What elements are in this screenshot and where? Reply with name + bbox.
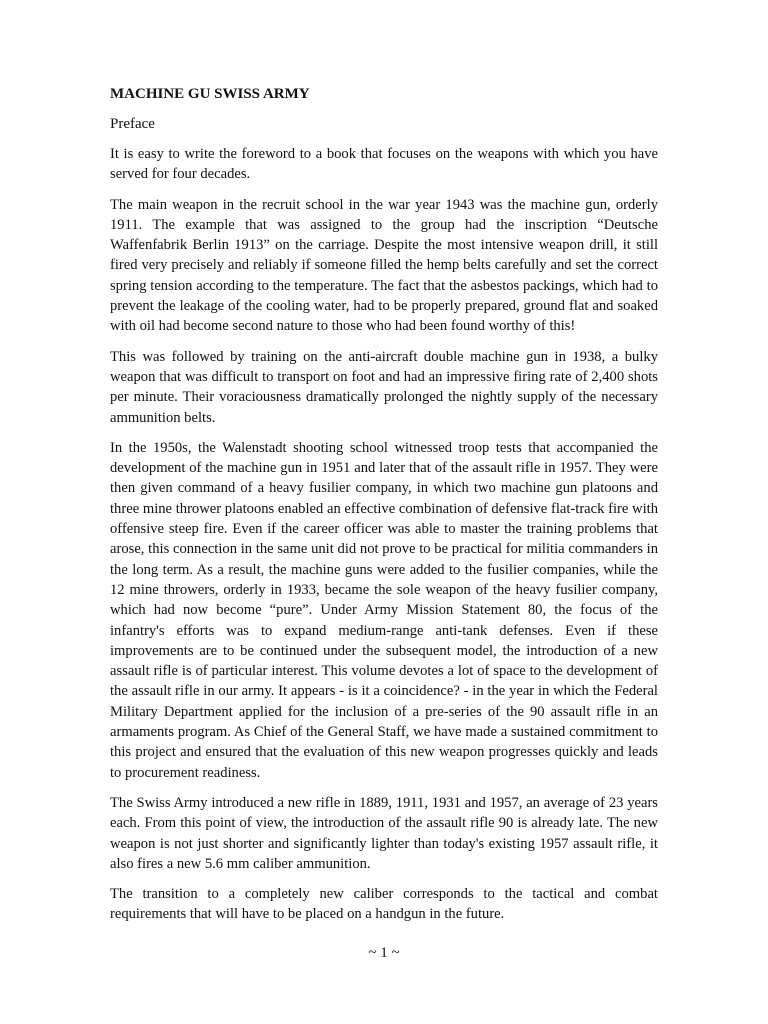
document-title: MACHINE GU SWISS ARMY	[110, 86, 310, 102]
paragraph: This was followed by training on the anti-aircraft double machine gun in 1938, a bulky weapon that was difficult to transport on foot and had an impressive firing rate of 2,400 shots per minute. Their voraciousness dramatically prolonged the nightly supply of the necessary ammunition belts.	[110, 348, 658, 426]
paragraph: The Swiss Army introduced a new rifle in 1889, 1911, 1931 and 1957, an average of 23 years each. From this point of view, the introduction of the assault rifle 90 is already late. The new weapon is not just shorter and significantly lighter than today's existing 1957 assault rifle, it also fires a new 5.6 mm caliber ammunition.	[110, 794, 658, 872]
page-number: ~ 1 ~	[368, 945, 400, 961]
section-heading: Preface	[110, 116, 155, 132]
paragraph: In the 1950s, the Walenstadt shooting school witnessed troop tests that accompanied the development of the machine gun in 1951 and later that of the assault rifle in 1957. They were then given command of a heavy fusilier company, in which two machine gun platoons and three mine thrower platoons enabled an effective combination of defensive flat-track fire with offensive steep fire. Even if the career officer was able to master the training problems that arose, this connection in the same unit did not prove to be practical for militia commanders in the long term. As a result, the machine guns were added to the fusilier companies, while the 12 mine throwers, orderly in 1933, became the sole weapon of the heavy fusilier company, which had now become “pure”. Under Army Mission Statement 80, the focus of the infantry's efforts was to expand medium-range anti-tank defenses. Even if these improvements are to be continued under the subsequent model, the introduction of a new assault rifle is of particular interest. This volume devotes a lot of space to the development of the assault rifle in our army. It appears - is it a coincidence? - in the year in which the Federal Military Department applied for the inclusion of a pre-series of the 90 assault rifle in an armaments program. As Chief of the General Staff, we have made a sustained commitment to this project and ensured that the evaluation of this new weapon progresses quickly and leads to procurement readiness.	[110, 439, 658, 781]
paragraph: It is easy to write the foreword to a book that focuses on the weapons with which you have served for four decades.	[110, 146, 658, 183]
paragraph: The transition to a completely new caliber corresponds to the tactical and combat requirements that will have to be placed on a handgun in the future.	[110, 886, 658, 923]
document-page	[110, 84, 658, 935]
paragraph: The main weapon in the recruit school in the war year 1943 was the machine gun, orderly 1911. The example that was assigned to the group had the inscription “Deutsche Waffenfabrik Berlin 1913” on the carriage. Despite the most intensive weapon drill, it still fired very precisely and reliably if someone filled the hemp belts carefully and set the correct spring tension according to the temperature. The fact that the asbestos packings, which had to prevent the leakage of the cooling water, had to be properly prepared, ground flat and soaked with oil had become second nature to those who had been found worthy of this!	[110, 196, 658, 335]
